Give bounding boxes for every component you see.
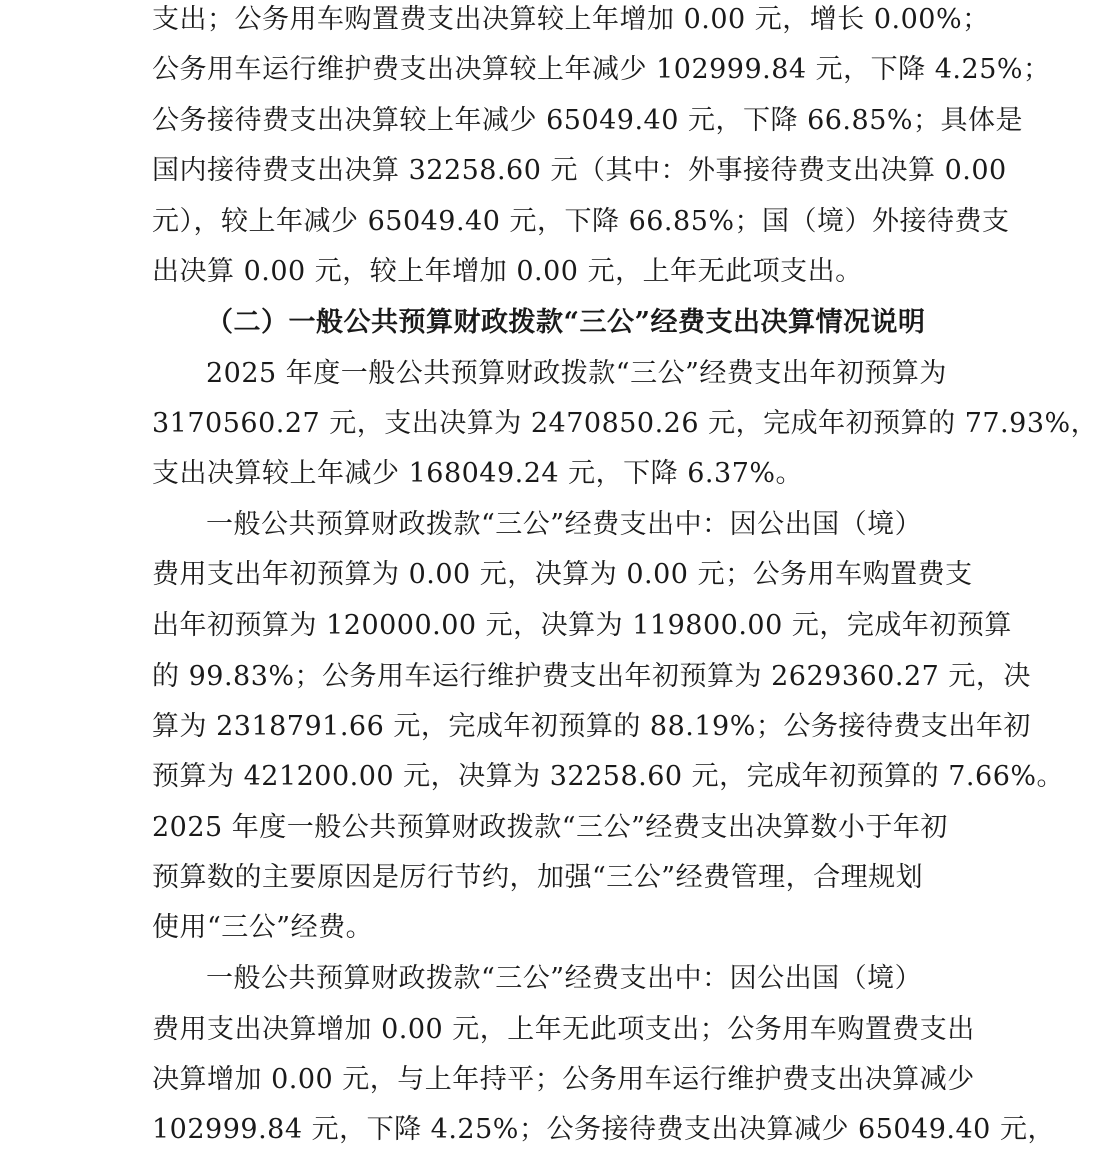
text-line: 支出决算较上年减少 168049.24 元，下降 6.37%。 — [152, 458, 804, 489]
text-line: 102999.84 元，下降 4.25%；公务接待费支出决算减少 65049.40 元， — [152, 1114, 1055, 1145]
text-line: 预算为 421200.00 元，决算为 32258.60 元，完成年初预算的 7.66%。 — [152, 761, 1065, 792]
text-line: 公务用车运行维护费支出决算较上年减少 102999.84 元，下降 4.25%； — [152, 54, 1051, 85]
text-line: 费用支出年初预算为 0.00 元，决算为 0.00 元；公务用车购置费支 — [152, 559, 973, 590]
text-line: 出年初预算为 120000.00 元，决算为 119800.00 元，完成年初预算 — [152, 610, 1012, 641]
text-line: 3170560.27 元，支出决算为 2470850.26 元，完成年初预算的 77.93%， — [152, 408, 1098, 439]
text-line: 的 99.83%；公务用车运行维护费支出年初预算为 2629360.27 元，决 — [152, 661, 1031, 692]
text-line: 预算数的主要原因是厉行节约，加强“三公”经费管理，合理规划 — [152, 862, 924, 893]
text-line: 一般公共预算财政拨款“三公”经费支出中：因公出国（境） — [206, 509, 923, 540]
text-line: 元），较上年减少 65049.40 元，下降 66.85%；国（境）外接待费支 — [152, 206, 1010, 237]
text-line: 2025 年度一般公共预算财政拨款“三公”经费支出决算数小于年初 — [152, 812, 948, 843]
text-line: 出决算 0.00 元，较上年增加 0.00 元，上年无此项支出。 — [152, 256, 863, 287]
text-line: 费用支出决算增加 0.00 元，上年无此项支出；公务用车购置费支出 — [152, 1014, 975, 1045]
text-line: 2025 年度一般公共预算财政拨款“三公”经费支出年初预算为 — [206, 358, 947, 389]
text-line: 国内接待费支出决算 32258.60 元（其中：外事接待费支出决算 0.00 — [152, 155, 1007, 186]
text-line: 算为 2318791.66 元，完成年初预算的 88.19%；公务接待费支出年初 — [152, 711, 1031, 742]
section-heading: （二）一般公共预算财政拨款“三公”经费支出决算情况说明 — [206, 307, 926, 338]
text-line: 一般公共预算财政拨款“三公”经费支出中：因公出国（境） — [206, 963, 923, 994]
text-line: 决算增加 0.00 元，与上年持平；公务用车运行维护费支出决算减少 — [152, 1064, 975, 1095]
text-line: 使用“三公”经费。 — [152, 912, 374, 943]
text-line: 公务接待费支出决算较上年减少 65049.40 元，下降 66.85%；具体是 — [152, 105, 1024, 136]
text-line: 支出；公务用车购置费支出决算较上年增加 0.00 元，增长 0.00%； — [152, 4, 990, 35]
